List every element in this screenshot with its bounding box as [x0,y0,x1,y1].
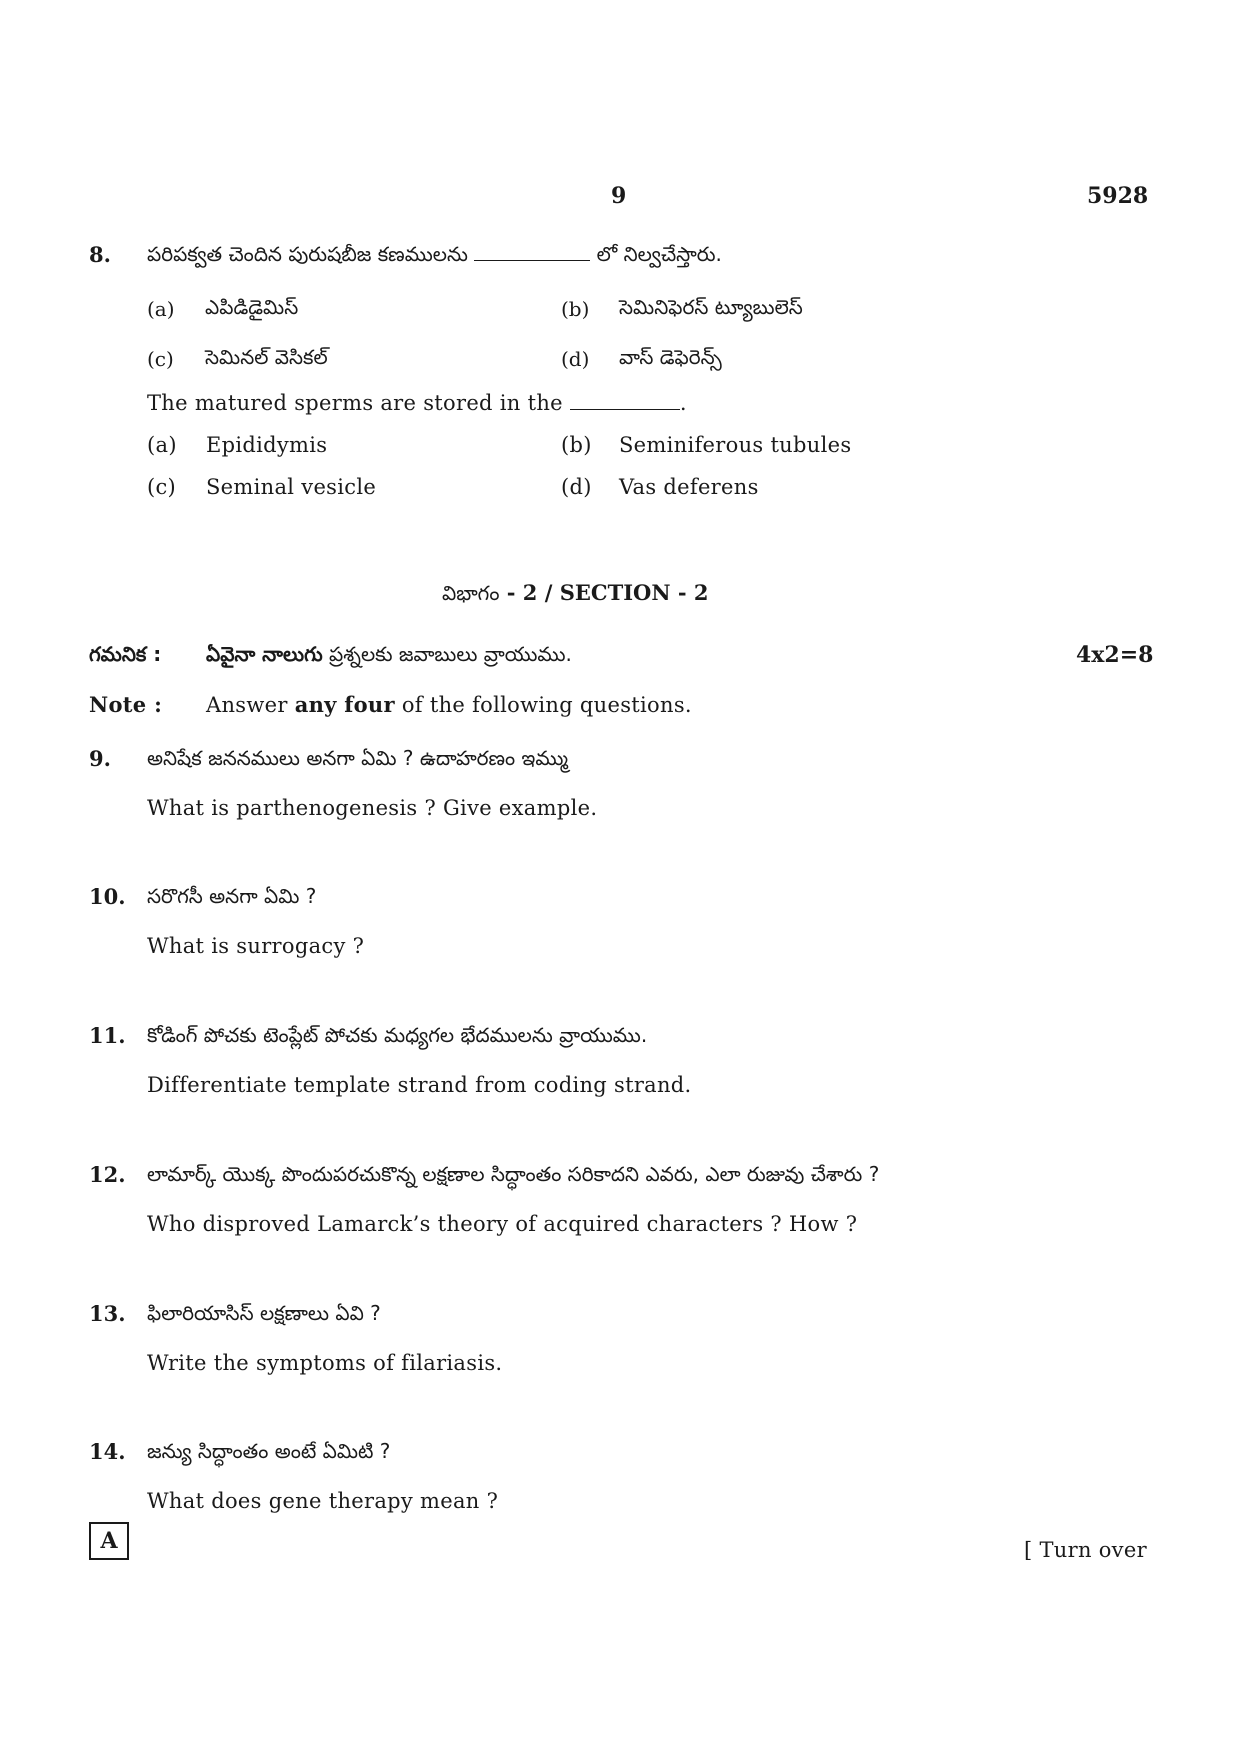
marks-scheme: 4x2=8 [1076,642,1154,668]
option-text: వాస్ డెఫెరెన్స్ [619,345,722,369]
note-telugu-rest: ప్రశ్నలకు జవాబులు వ్రాయుము. [322,642,572,666]
question-number: 8. [89,242,111,267]
answer-blank [570,391,680,410]
note-english-bold: any four [294,692,395,717]
option-text: Epididymis [206,433,328,457]
option-label: (a) [147,297,175,321]
note-label-english: Note : [89,692,163,717]
section-heading-telugu: విభాగం [442,581,500,605]
option-text: సెమినిఫెరస్ ట్యూబులెస్ [619,295,803,319]
option-label: (b) [561,297,590,321]
question-english: What does gene therapy mean ? [147,1489,499,1513]
option-text: ఎపిడిడైమిస్ [205,295,299,319]
question-telugu-post: లో నిల్వచేస్తారు. [596,242,722,266]
page-number: 9 [611,183,627,209]
question-english: What is parthenogenesis ? Give example. [147,796,598,820]
option-label: (a) [147,433,177,457]
option-label: (d) [561,347,590,371]
question-number: 12. [89,1162,126,1187]
option-label: (d) [561,475,592,499]
question-telugu: జన్యు సిద్ధాంతం అంటే ఏమిటి ? [147,1439,391,1463]
question-english [147,391,687,415]
question-telugu: అనిషేక జననములు అనగా ఏమి ? ఉదాహరణం ఇమ్ము [147,746,569,770]
option-text: సెమినల్ వెసికల్ [205,345,328,369]
option-text: Vas deferens [619,475,759,499]
note-telugu-bold: ఏవైనా నాలుగు [206,642,323,666]
note-english [206,692,692,717]
question-english-post: . [679,391,687,415]
question-english-pre: The matured sperms are stored in the [147,391,563,415]
note-label-telugu: గమనిక : [89,642,162,666]
option-text: Seminiferous tubules [619,433,852,457]
option-label: (c) [147,475,177,499]
note-telugu [206,642,572,671]
section-heading [442,580,708,610]
question-english: Differentiate template strand from coding strand. [147,1073,692,1097]
note-english-post: of the following questions. [394,693,692,717]
note-english-pre: Answer [206,693,295,717]
question-english: Who disproved Lamarck’s theory of acquired characters ? How ? [147,1212,858,1236]
question-telugu: సరొగసీ అనగా ఏమి ? [147,884,317,908]
option-text: Seminal vesicle [206,475,377,499]
booklet-series-box: A [89,1522,129,1560]
question-english: Write the symptoms of filariasis. [147,1351,503,1375]
paper-code: 5928 [1087,183,1149,209]
question-telugu-pre: పరిపక్వత చెందిన పురుషబీజ కణములను [147,242,468,266]
question-telugu: ఫిలారియాసిస్ లక్షణాలు ఏవి ? [147,1301,381,1325]
question-number: 10. [89,884,126,909]
question-telugu: లామార్క్ యొక్క పొందుపరచుకొన్న లక్షణాల సిద్ధాంతం సరికాదని ఎవరు, ఎలా రుజువు చేశారు ? [147,1162,880,1186]
question-english: What is surrogacy ? [147,934,365,958]
option-label: (b) [561,433,592,457]
question-telugu: కోడింగ్ పోచకు టెంప్లేట్ పోచకు మధ్యగల భేదములను వ్రాయుము. [147,1023,648,1047]
question-telugu [147,242,722,271]
turn-over-note: [ Turn over [1024,1538,1147,1562]
option-label: (c) [147,347,174,371]
question-number: 13. [89,1301,126,1326]
question-number: 11. [89,1023,126,1048]
question-number: 14. [89,1439,126,1464]
section-heading-english: - 2 / SECTION - 2 [499,580,709,605]
question-number: 9. [89,746,111,771]
answer-blank [474,242,590,261]
